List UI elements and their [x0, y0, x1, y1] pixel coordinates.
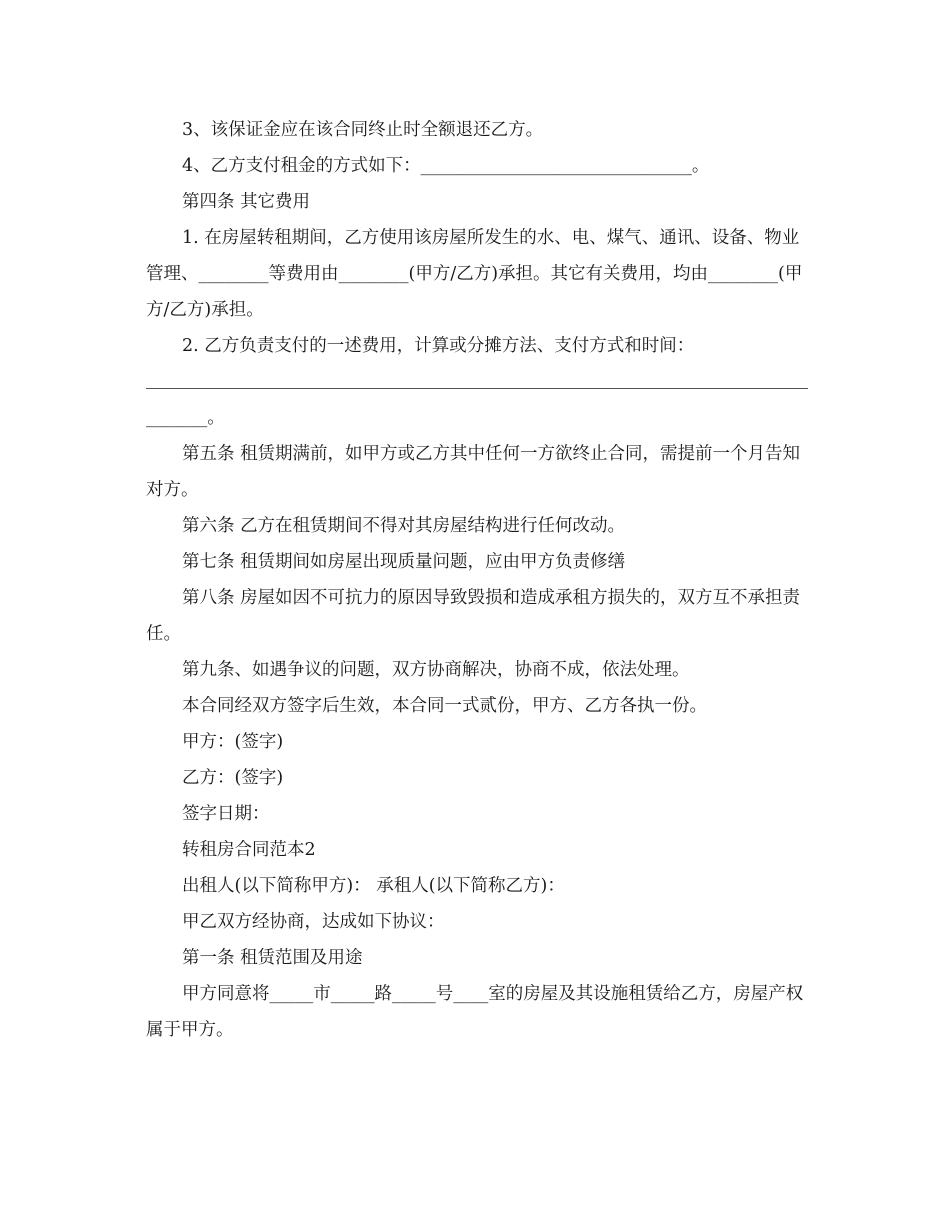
article-4-heading: 第四条 其它费用 — [182, 192, 311, 212]
article-4-item-1: 1. 在房屋转租期间，乙方使用该房屋所发生的水、电、煤气、通讯、设备、物业管理、________等费用由________(甲方/乙方)承担。其它有关费用，均由________(甲方/乙方)承担。 — [146, 228, 803, 320]
article-6: 第六条 乙方在租赁期间不得对其房屋结构进行任何改动。 — [182, 516, 626, 536]
article-7: 第七条 租赁期间如房屋出现质量问题，应由甲方负责修缮 — [182, 552, 626, 572]
blank-fill-end: _______。 — [146, 408, 225, 428]
template-2-title: 转租房合同范本2 — [182, 840, 316, 860]
blank-fill-line — [146, 364, 808, 400]
article-4-item-2: 2. 乙方负责支付的一述费用，计算或分摊方法、支付方式和时间： — [182, 336, 695, 356]
signature-date: 签字日期： — [182, 804, 270, 824]
article-1-text: 甲方同意将_____市_____路_____号____室的房屋及其设施租赁给乙方，房屋产权属于甲方。 — [146, 984, 804, 1040]
clause-4-payment-method: 4、乙方支付租金的方式如下：_______________________________。 — [182, 156, 710, 176]
article-5: 第五条 租赁期满前，如甲方或乙方其中任何一方欲终止合同，需提前一个月告知对方。 — [146, 444, 801, 500]
parties-line: 出租人(以下简称甲方)： 承租人(以下简称乙方)： — [182, 876, 565, 896]
agreement-intro: 甲乙双方经协商，达成如下协议： — [182, 912, 445, 932]
article-9: 第九条、如遇争议的问题，双方协商解决，协商不成，依法处理。 — [182, 660, 690, 680]
party-a-signature: 甲方：(签字) — [182, 732, 284, 752]
effective-clause: 本合同经双方签字后生效，本合同一式贰份，甲方、乙方各执一份。 — [182, 696, 707, 716]
document-body — [146, 112, 808, 1048]
clause-3-deposit-refund: 3、该保证金应在该合同终止时全额退还乙方。 — [182, 120, 544, 140]
article-8: 第八条 房屋如因不可抗力的原因导致毁损和造成承租方损失的，双方互不承担责任。 — [146, 588, 801, 644]
party-b-signature: 乙方：(签字) — [182, 768, 284, 788]
article-1-heading: 第一条 租赁范围及用途 — [182, 948, 363, 968]
